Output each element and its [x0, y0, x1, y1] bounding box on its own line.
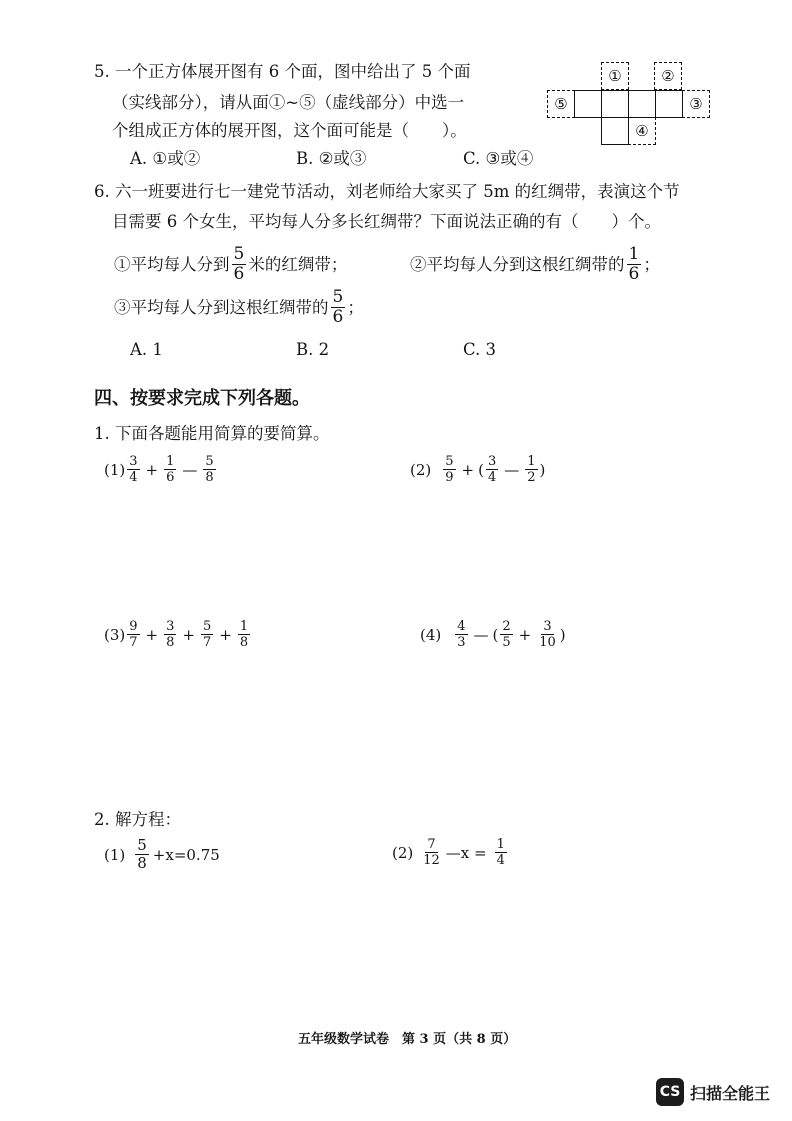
- net-face-2: ②: [654, 62, 682, 90]
- q5-line3: 个组成正方体的展开图，这个面可能是（ ）。: [112, 121, 467, 140]
- fraction: $\frac{1}{6}$: [166, 454, 175, 485]
- expression-2: (2) $\frac{5}{9}$ + ( $\frac{3}{4}$ — $\frac{1}{2}$ ): [410, 454, 546, 485]
- fraction: $\frac{3}{8}$: [166, 619, 175, 650]
- fraction: $\frac{1}{2}$: [527, 454, 536, 485]
- q5-option-c: C. ③或④: [463, 149, 534, 168]
- fraction: $\frac{5}{6}$: [233, 244, 245, 284]
- q5-line1: 5. 一个正方体展开图有 6 个面，图中给出了 5 个面: [94, 62, 471, 81]
- fraction: $\frac{3}{4}$: [129, 454, 138, 485]
- fraction: $\frac{7}{12}$: [423, 837, 440, 868]
- net-face-1: ①: [601, 62, 629, 90]
- expression-1: (1) $\frac{3}{4}$ + $\frac{1}{6}$ — $\frac{5}{8}$: [104, 454, 214, 485]
- q6-statement-2: [410, 246, 660, 283]
- fraction: $\frac{1}{6}$: [628, 244, 640, 284]
- net-solid-face: [628, 90, 656, 118]
- q5-option-a: A. ①或②: [130, 149, 201, 168]
- q6-s2-pre: ②平均每人分到这根红绸带的: [410, 254, 625, 274]
- q6-s3-pre: ③平均每人分到这根红绸带的: [114, 297, 329, 317]
- part2-title: 2. 解方程：: [94, 810, 181, 829]
- expression-3: (3) $\frac{9}{7}$ + $\frac{3}{8}$ + $\frac{5}{7}$ + $\frac{1}{8}$: [104, 619, 249, 650]
- expression-4: (4) $\frac{4}{3}$ — ( $\frac{2}{5}$ + $\frac{3}{10}$ ): [420, 619, 566, 650]
- fraction: $\frac{5}{6}$: [332, 287, 344, 327]
- q5-line2: （实线部分），请从面①~⑤（虚线部分）中选一: [112, 93, 465, 112]
- fraction: $\frac{5}{8}$: [205, 454, 214, 485]
- net-face-4: ④: [628, 117, 656, 145]
- fraction: $\frac{5}{9}$: [445, 454, 454, 485]
- q6-s1-post: 米的红绸带；: [248, 254, 348, 274]
- fraction: $\frac{2}{5}$: [502, 619, 511, 650]
- q6-option-c: C. 3: [463, 340, 497, 359]
- fraction: $\frac{5}{8}$: [137, 836, 147, 872]
- fraction: $\frac{4}{3}$: [457, 619, 466, 650]
- section-title: 四、按要求完成下列各题。: [94, 388, 310, 409]
- fraction: $\frac{5}{7}$: [202, 619, 212, 650]
- net-solid-face: [574, 90, 602, 118]
- equation-1: (1) $\frac{5}{8}$ +x=0.75: [104, 836, 220, 872]
- fraction: $\frac{1}{4}$: [496, 837, 505, 868]
- fraction: $\frac{3}{4}$: [487, 454, 497, 485]
- q6-statement-1: [114, 246, 347, 283]
- q6-option-a: A. 1: [130, 340, 163, 359]
- q6-s3-post: ；: [347, 297, 364, 317]
- q6-option-b: B. 2: [296, 340, 330, 359]
- net-solid-face: [655, 90, 683, 118]
- fraction: $\frac{3}{10}$: [539, 619, 556, 650]
- fraction: $\frac{1}{8}$: [239, 619, 249, 650]
- net-face-5: ⑤: [547, 90, 575, 118]
- q6-line2: 目需要 6 个女生，平均每人分多长红绸带？下面说法正确的有（ ）个。: [112, 212, 661, 231]
- equation-2: (2) $\frac{7}{12}$ —x = $\frac{1}{4}$: [392, 837, 505, 868]
- scanner-watermark: [656, 1078, 770, 1106]
- net-solid-face: [601, 90, 629, 118]
- q5-option-b: B. ②或③: [296, 149, 367, 168]
- fraction: $\frac{9}{7}$: [129, 619, 138, 650]
- q6-s2-post: ；: [643, 254, 660, 274]
- camscanner-logo-icon: CS: [656, 1078, 684, 1106]
- part1-title: 1. 下面各题能用简算的要简算。: [94, 424, 330, 443]
- watermark-text: 扫描全能王: [690, 1083, 771, 1103]
- q6-statement-3: [114, 289, 364, 326]
- net-face-3: ③: [682, 90, 710, 118]
- q6-s1-pre: ①平均每人分到: [114, 254, 230, 274]
- q6-line1: 6. 六一班要进行七一建党节活动，刘老师给大家买了 5m 的红绸带，表演这个节: [94, 182, 680, 201]
- page-footer: 五年级数学试卷 第 3 页（共 8 页）: [298, 1032, 517, 1047]
- net-solid-face: [601, 117, 629, 145]
